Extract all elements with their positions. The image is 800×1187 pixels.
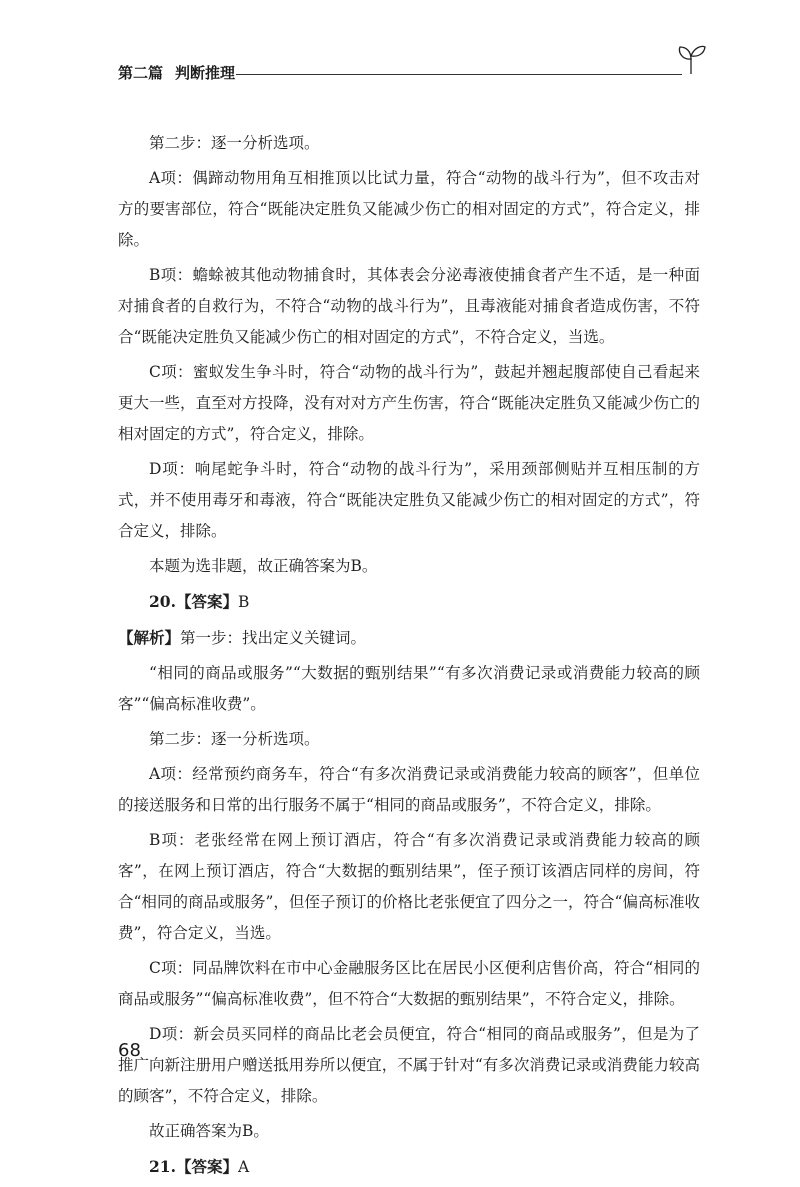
- paragraph: 故正确答案为B。: [149, 1122, 269, 1140]
- page-number: 68: [118, 1040, 141, 1061]
- header-rule: [236, 74, 682, 75]
- q21-answer-value: A: [237, 1158, 250, 1176]
- paragraph: 第二步：逐一分析选项。: [149, 730, 320, 748]
- paragraph: B项：老张经常在网上预订酒店，符合“有多次消费记录或消费能力较高的顾客”，在网上预订酒店，符合“大数据的甄别结果”，侄子预订该酒店同样的房间，符合“相同的商品或服务”，但侄子预订的价格比老张便宜了四分之一，符合“偏高标准收费”，符合定义，当选。: [118, 831, 700, 942]
- page-content: [118, 128, 700, 1187]
- sprout-icon: [678, 42, 706, 76]
- q20-answer-label: 【答案】: [175, 592, 238, 611]
- header-part: 第二篇: [118, 64, 164, 82]
- paragraph: 第二步：逐一分析选项。: [149, 134, 320, 152]
- paragraph: C项：蜜蚁发生争斗时，符合“动物的战斗行为”，鼓起并翘起腹部使自己看起来更大一些，直至对方投降，没有对对方产生伤害，符合“既能决定胜负又能减少伤亡的相对固定的方式”，符合定义，排除。: [118, 363, 700, 443]
- q20-analysis-label: 【解析】: [118, 628, 181, 647]
- paragraph: A项：偶蹄动物用角互相推顶以比试力量，符合“动物的战斗行为”，但不攻击对方的要害部位，符合“既能决定胜负又能减少伤亡的相对固定的方式”，符合定义，排除。: [118, 169, 700, 249]
- running-header: [118, 62, 700, 92]
- paragraph: D项：新会员买同样的商品比老会员便宜，符合“相同的商品或服务”，但是为了推广向新注册用户赠送抵用券所以便宜，不属于针对“有多次消费记录或消费能力较高的顾客”，不符合定义，排除。: [118, 1025, 700, 1105]
- q20-analysis-text: 第一步：找出定义关键词。: [180, 629, 367, 647]
- q21-number: 21.: [149, 1157, 176, 1176]
- q21-answer: [118, 1151, 700, 1183]
- q20-answer: [118, 586, 700, 618]
- paragraph: A项：经常预约商务车，符合“有多次消费记录或消费能力较高的顾客”，但单位的接送服务和日常的出行服务不属于“相同的商品或服务”，不符合定义，排除。: [118, 765, 700, 814]
- q20-number: 20.: [149, 592, 176, 611]
- header-section: 判断推理: [175, 64, 236, 82]
- header-title: [118, 62, 235, 83]
- paragraph: B项：蟾蜍被其他动物捕食时，其体表会分泌毒液使捕食者产生不适，是一种面对捕食者的自救行为，不符合“动物的战斗行为”，且毒液能对捕食者造成伤害，不符合“既能决定胜负又能减少伤亡的相对固定的方式”，不符合定义，当选。: [118, 266, 700, 346]
- paragraph: “相同的商品或服务”“大数据的甄别结果”“有多次消费记录或消费能力较高的顾客”“偏高标准收费”。: [118, 664, 700, 713]
- paragraph: C项：同品牌饮料在市中心金融服务区比在居民小区便利店售价高，符合“相同的商品或服务”“偏高标准收费”，但不符合“大数据的甄别结果”，不符合定义，排除。: [118, 959, 700, 1008]
- q21-answer-label: 【答案】: [175, 1157, 238, 1176]
- paragraph: 本题为选非题，故正确答案为B。: [149, 557, 378, 575]
- q20-analysis: [118, 622, 700, 654]
- q20-answer-value: B: [237, 593, 250, 611]
- paragraph: D项：响尾蛇争斗时，符合“动物的战斗行为”，采用颈部侧贴并互相压制的方式，并不使用毒牙和毒液，符合“既能决定胜负又能减少伤亡的相对固定的方式”，符合定义，排除。: [118, 460, 700, 540]
